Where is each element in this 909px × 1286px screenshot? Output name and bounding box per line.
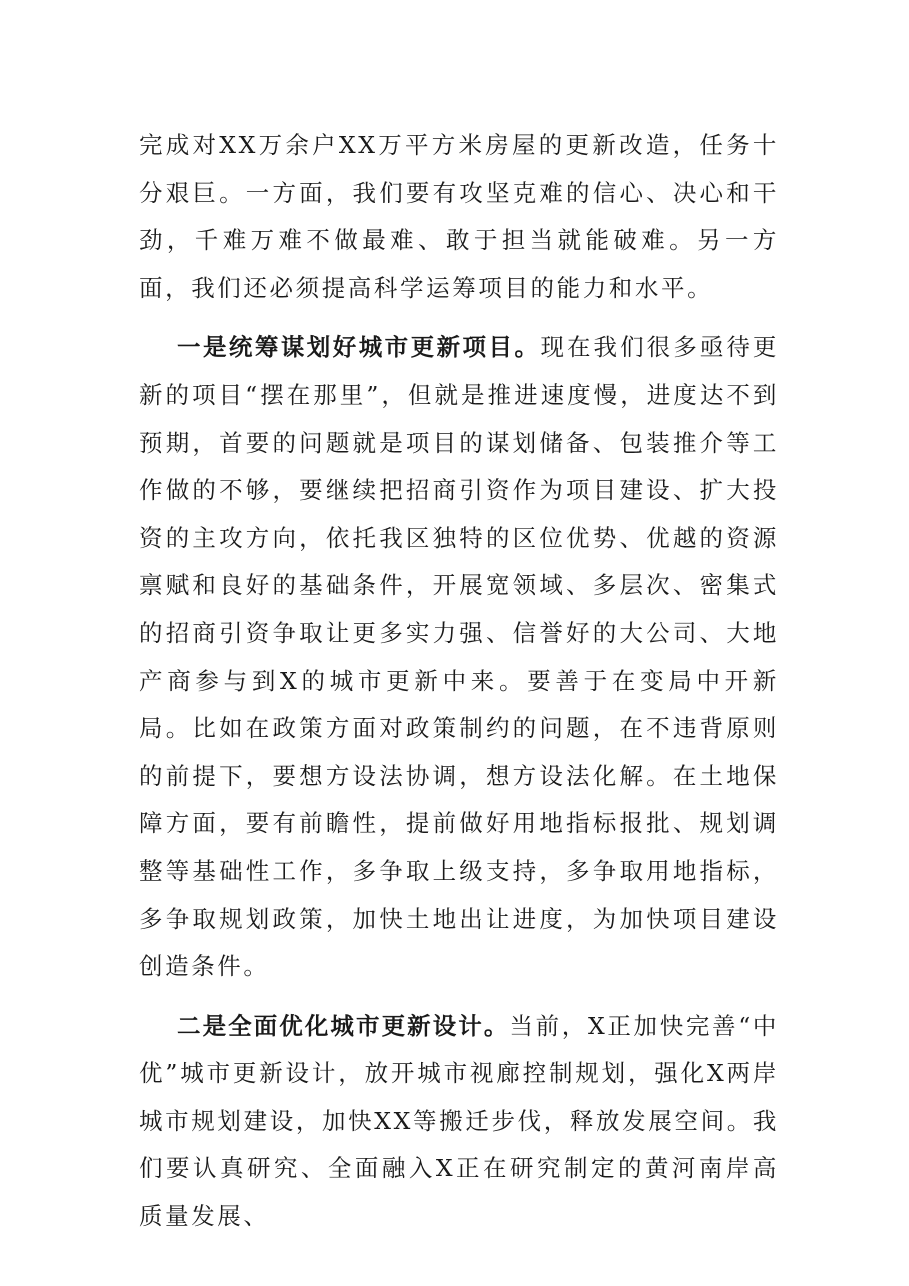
- paragraph-heading: 一是统筹谋划好城市更新项目。: [177, 333, 541, 362]
- paragraph-design-optimization: [139, 1003, 779, 1241]
- paragraph-continuation: [139, 122, 779, 312]
- paragraph-text: 现在我们很多亟待更新的项目“摆在那里”，但就是推进速度慢，进度达不到预期，首要的问题就是项目的谋划储备、包装推介等工作做的不够，要继续把招商引资作为项目建设、扩大投资的主攻方向，依托我区独特的区位优势、优越的资源禀赋和良好的基础条件，开展宽领域、多层次、密集式的招商引资争取让更多实力强、信誉好的大公司、大地产商参与到X的城市更新中来。要善于在变局中开新局。比如在政策方面对政策制约的问题，在不违背原则的前提下，要想方设法协调，想方设法化解。在土地保障方面，要有前瞻性，提前做好用地指标报批、规划调整等基础性工作，多争取上级支持，多争取用地指标，多争取规划政策，加快土地出让进度，为加快项目建设创造条件。: [139, 333, 780, 981]
- paragraph-text: 当前，X正加快完善“中优”城市更新设计，放开城市视廊控制规划，强化X两岸城市规划建设，加快XX等搬迁步伐，释放发展空间。我们要认真研究、全面融入X正在研究制定的黄河南岸高质量发展、: [139, 1011, 780, 1231]
- paragraph-text: 完成对XX万余户XX万平方米房屋的更新改造，任务十分艰巨。一方面，我们要有攻坚克难的信心、决心和干劲，千难万难不做最难、敢于担当就能破难。另一方面，我们还必须提高科学运筹项目的能力和水平。: [139, 131, 779, 302]
- paragraph-project-planning: [139, 324, 779, 990]
- document-body: [139, 122, 779, 1253]
- paragraph-heading: 二是全面优化城市更新设计。: [177, 1011, 510, 1040]
